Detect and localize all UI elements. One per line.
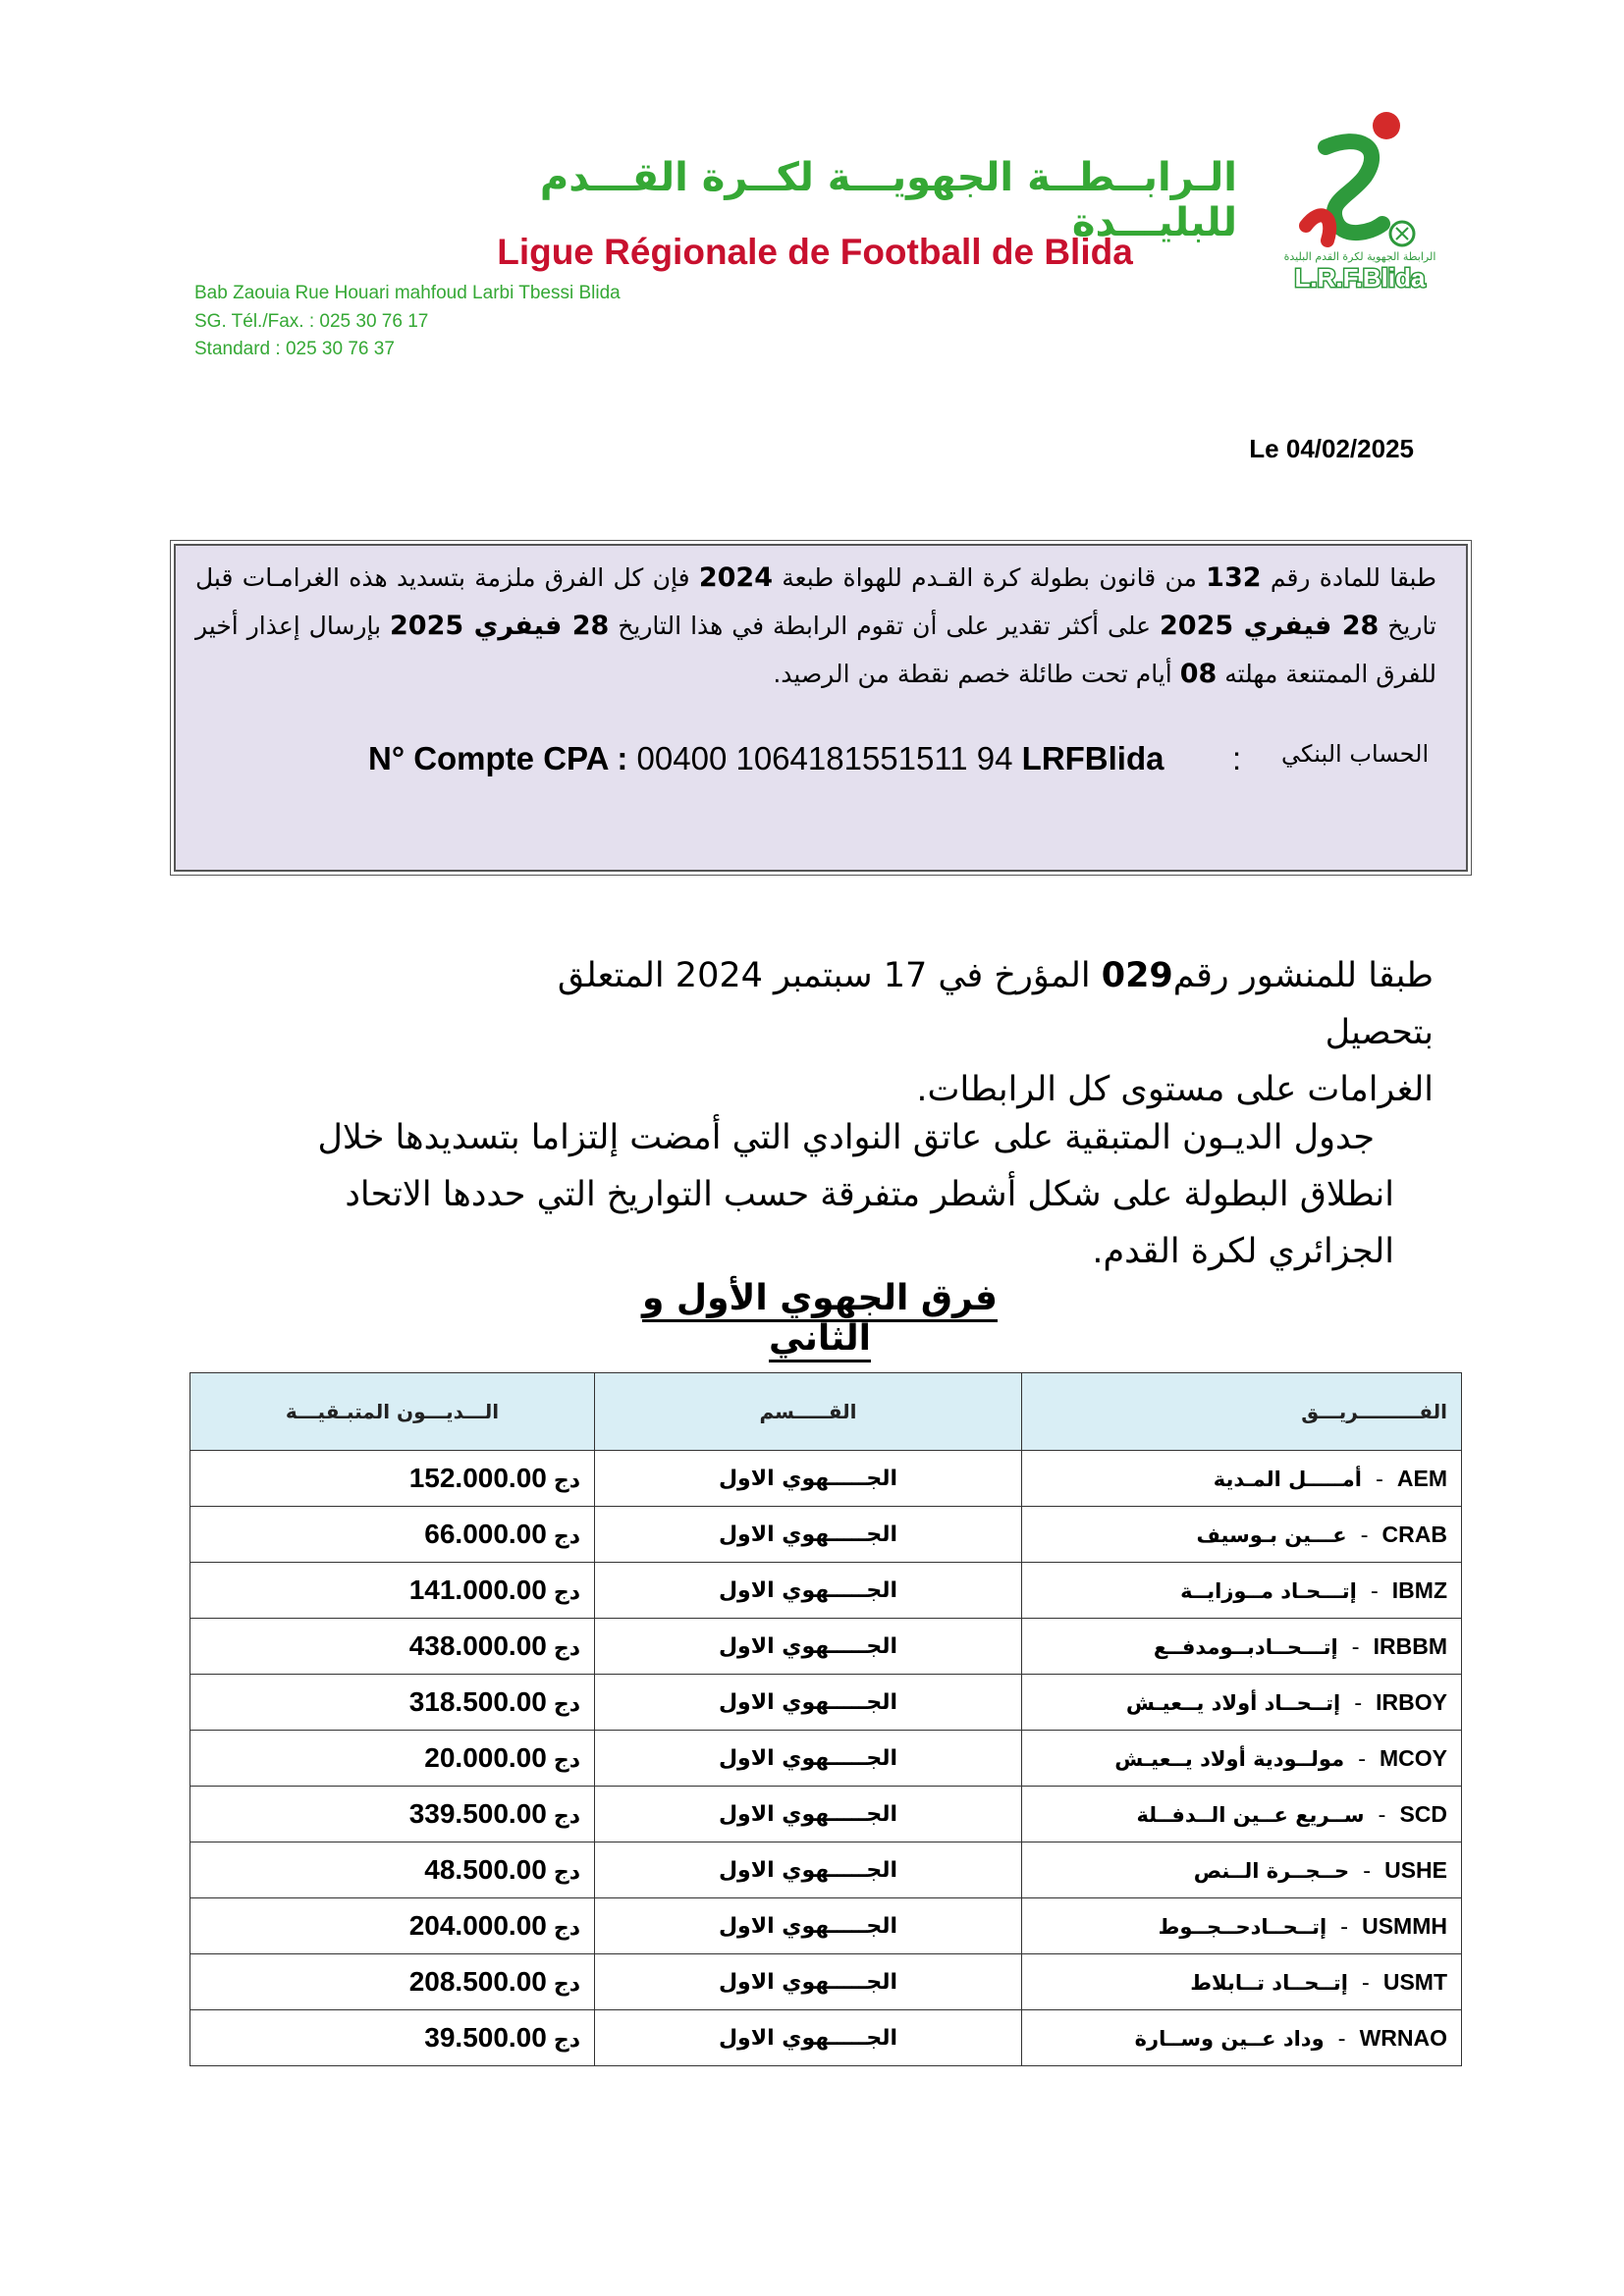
notice-text: طبقا للمادة رقم 132 من قانون بطولة كرة القـدم للهواة طبعة 2024 فإن كل الفرق ملزمة بتسديد هذه الغرامـات قبل تاريخ 28 فيفري 2025 على أكثر تقدير على أن تقوم الرابطة في هذا التاريخ 28 فيفري 2025 بإرسال إعذار أخير للفرق الممتنعة مهلته 08 أيام تحت طائلة خصم نقطة من الرصيد. <box>195 562 1436 689</box>
division-cell: الجـــــهوي الاول <box>595 1731 1022 1787</box>
debt-cell <box>190 1451 595 1507</box>
team-code: WRNAO <box>1359 2024 1447 2051</box>
header-team: الفـــــــــريـــق <box>1022 1373 1462 1451</box>
team-code: IRBBM <box>1373 1632 1447 1659</box>
debt-cell <box>190 1507 595 1563</box>
team-dash: - <box>1356 1578 1392 1604</box>
section-title: فرق الجهوي الأول و الثاني <box>641 1278 999 1359</box>
table-row <box>190 1731 1462 1787</box>
team-code: MCOY <box>1380 1744 1447 1771</box>
league-standard-phone: Standard : 025 30 76 37 <box>194 339 395 359</box>
debt-cell <box>190 1954 595 2010</box>
debt-amount: 152.000.00 <box>408 1463 547 1493</box>
debts-table <box>189 1372 1462 2066</box>
notice-box <box>174 544 1468 872</box>
logo-text: L.R.F.Blida <box>1294 263 1426 293</box>
division-cell: الجـــــهوي الاول <box>595 1563 1022 1619</box>
league-title-arabic: الـرابــطــة الجهويـــة لكــرة القـــدم للبليـــدة <box>539 155 1237 245</box>
team-cell <box>1022 2010 1462 2066</box>
team-cell <box>1022 1675 1462 1731</box>
debt-amount: 438.000.00 <box>408 1630 547 1661</box>
team-code: CRAB <box>1381 1521 1447 1547</box>
debt-amount: 339.500.00 <box>408 1798 547 1829</box>
debt-amount: 318.500.00 <box>408 1686 547 1717</box>
team-name: إتــحــاد أولاد يــعيـش <box>1125 1690 1341 1715</box>
debt-amount: 48.500.00 <box>424 1854 547 1885</box>
table-row <box>190 1451 1462 1507</box>
debt-cell <box>190 1787 595 1842</box>
debt-cell <box>190 1898 595 1954</box>
currency: دج <box>553 1692 580 1717</box>
team-cell <box>1022 1619 1462 1675</box>
debt-cell <box>190 1619 595 1675</box>
division-cell: الجـــــهوي الاول <box>595 1451 1022 1507</box>
table-row <box>190 1619 1462 1675</box>
division-cell: الجـــــهوي الاول <box>595 1787 1022 1842</box>
division-cell: الجـــــهوي الاول <box>595 1898 1022 1954</box>
team-name: إتـــحــادبــومدفــع <box>1153 1634 1338 1659</box>
division-cell: الجـــــهوي الاول <box>595 1842 1022 1898</box>
team-code: USMT <box>1382 1968 1447 1995</box>
logo-caption: الرابطة الجهوية لكرة القدم البليدة <box>1283 250 1436 263</box>
table-row <box>190 1675 1462 1731</box>
currency: دج <box>553 1860 580 1885</box>
account-colon: : <box>1232 740 1242 776</box>
team-cell <box>1022 1507 1462 1563</box>
team-dash: - <box>1361 1467 1397 1492</box>
table-row <box>190 1842 1462 1898</box>
team-dash: - <box>1340 1690 1377 1716</box>
header-debt: الـــديـــون المتبـقيـــة <box>190 1373 595 1451</box>
currency: دج <box>553 1804 580 1829</box>
team-name: حــجــرة الــنص <box>1193 1858 1350 1883</box>
team-dash: - <box>1337 1634 1374 1660</box>
team-dash: - <box>1349 1858 1385 1884</box>
account-label: N° Compte CPA : <box>368 740 637 776</box>
team-cell <box>1022 1563 1462 1619</box>
team-cell <box>1022 1842 1462 1898</box>
division-cell: الجـــــهوي الاول <box>595 1954 1022 2010</box>
table-row <box>190 1507 1462 1563</box>
table-row <box>190 1563 1462 1619</box>
table-row <box>190 1954 1462 2010</box>
team-name: إتــحــاد تــابلاط <box>1190 1970 1348 1995</box>
team-dash: - <box>1344 1746 1380 1772</box>
debt-amount: 204.000.00 <box>408 1910 547 1941</box>
division-cell: الجـــــهوي الاول <box>595 1619 1022 1675</box>
table-header-row <box>190 1373 1462 1451</box>
team-name: وداد عــين وســارة <box>1134 2026 1325 2051</box>
circular-reference-paragraph: طبقا للمنشور رقم029 المؤرخ في 17 سبتمبر 2024 المتعلق بتحصيل الغرامات على مستوى كل الرابطات. <box>557 956 1434 1109</box>
debt-cell <box>190 1563 595 1619</box>
debt-amount: 66.000.00 <box>424 1519 547 1549</box>
team-code: IBMZ <box>1391 1576 1447 1603</box>
currency: دج <box>553 1916 580 1941</box>
team-code: USMMH <box>1362 1912 1447 1939</box>
team-name: عـــين بـوسيف <box>1196 1522 1347 1547</box>
division-cell: الجـــــهوي الاول <box>595 1507 1022 1563</box>
account-name: LRFBlida <box>1021 740 1164 776</box>
debt-amount: 39.500.00 <box>424 2022 547 2053</box>
league-phone: SG. Tél./Fax. : 025 30 76 17 <box>194 311 429 332</box>
team-cell <box>1022 1451 1462 1507</box>
team-dash: - <box>1347 1970 1383 1996</box>
team-dash: - <box>1346 1522 1382 1548</box>
team-cell <box>1022 1954 1462 2010</box>
debt-cell <box>190 1731 595 1787</box>
team-dash: - <box>1364 1802 1400 1828</box>
division-cell: الجـــــهوي الاول <box>595 2010 1022 2066</box>
currency: دج <box>553 1580 580 1605</box>
team-name: مولــودية أولاد يــعيـش <box>1114 1746 1345 1771</box>
header-division: القـــــسم <box>595 1373 1022 1451</box>
currency: دج <box>553 1748 580 1773</box>
currency: دج <box>553 2028 580 2053</box>
document-date: Le 04/02/2025 <box>1249 434 1414 463</box>
team-name: إتـــحـاد مــوزايــة <box>1180 1578 1357 1603</box>
debt-cell <box>190 2010 595 2066</box>
debt-amount: 141.000.00 <box>408 1575 547 1605</box>
table-row <box>190 1787 1462 1842</box>
team-cell <box>1022 1731 1462 1787</box>
currency: دج <box>553 1468 580 1493</box>
team-name: ســريع عــين الــدفــلة <box>1136 1802 1365 1827</box>
team-dash: - <box>1324 2026 1360 2052</box>
team-cell <box>1022 1787 1462 1842</box>
debt-cell <box>190 1675 595 1731</box>
league-logo <box>1267 108 1453 294</box>
league-title-french: Ligue Régionale de Football de Blida <box>497 232 1133 272</box>
debts-intro-paragraph: جدول الديـون المتبقية على عاتق النوادي التي أمضت إلتزاما بتسديدها خلال انطلاق البطولة على شكل أشطر متفرقة حسب التواريخ التي حددها الاتحاد الجزائري لكرة القدم. <box>317 1118 1394 1271</box>
team-name: إتــحــادحــجــوط <box>1158 1914 1327 1939</box>
team-code: SCD <box>1399 1800 1447 1827</box>
team-dash: - <box>1326 1914 1363 1940</box>
team-code: AEM <box>1396 1465 1447 1491</box>
team-name: أمـــــل المـدية <box>1213 1467 1362 1491</box>
debt-amount: 208.500.00 <box>408 1966 547 1997</box>
team-code: IRBOY <box>1376 1688 1447 1715</box>
debt-cell <box>190 1842 595 1898</box>
table-row <box>190 2010 1462 2066</box>
table-row <box>190 1898 1462 1954</box>
currency: دج <box>553 1524 580 1549</box>
currency: دج <box>553 1636 580 1661</box>
league-address: Bab Zaouia Rue Houari mahfoud Larbi Tbessi Blida <box>194 283 621 303</box>
team-code: USHE <box>1384 1856 1447 1883</box>
team-cell <box>1022 1898 1462 1954</box>
currency: دج <box>553 1972 580 1997</box>
account-label-arabic: الحساب البنكي <box>1281 740 1430 768</box>
bank-account-line <box>368 740 1448 777</box>
division-cell: الجـــــهوي الاول <box>595 1675 1022 1731</box>
debt-amount: 20.000.00 <box>424 1742 547 1773</box>
account-number: 00400 1064181551511 94 <box>636 740 1022 776</box>
